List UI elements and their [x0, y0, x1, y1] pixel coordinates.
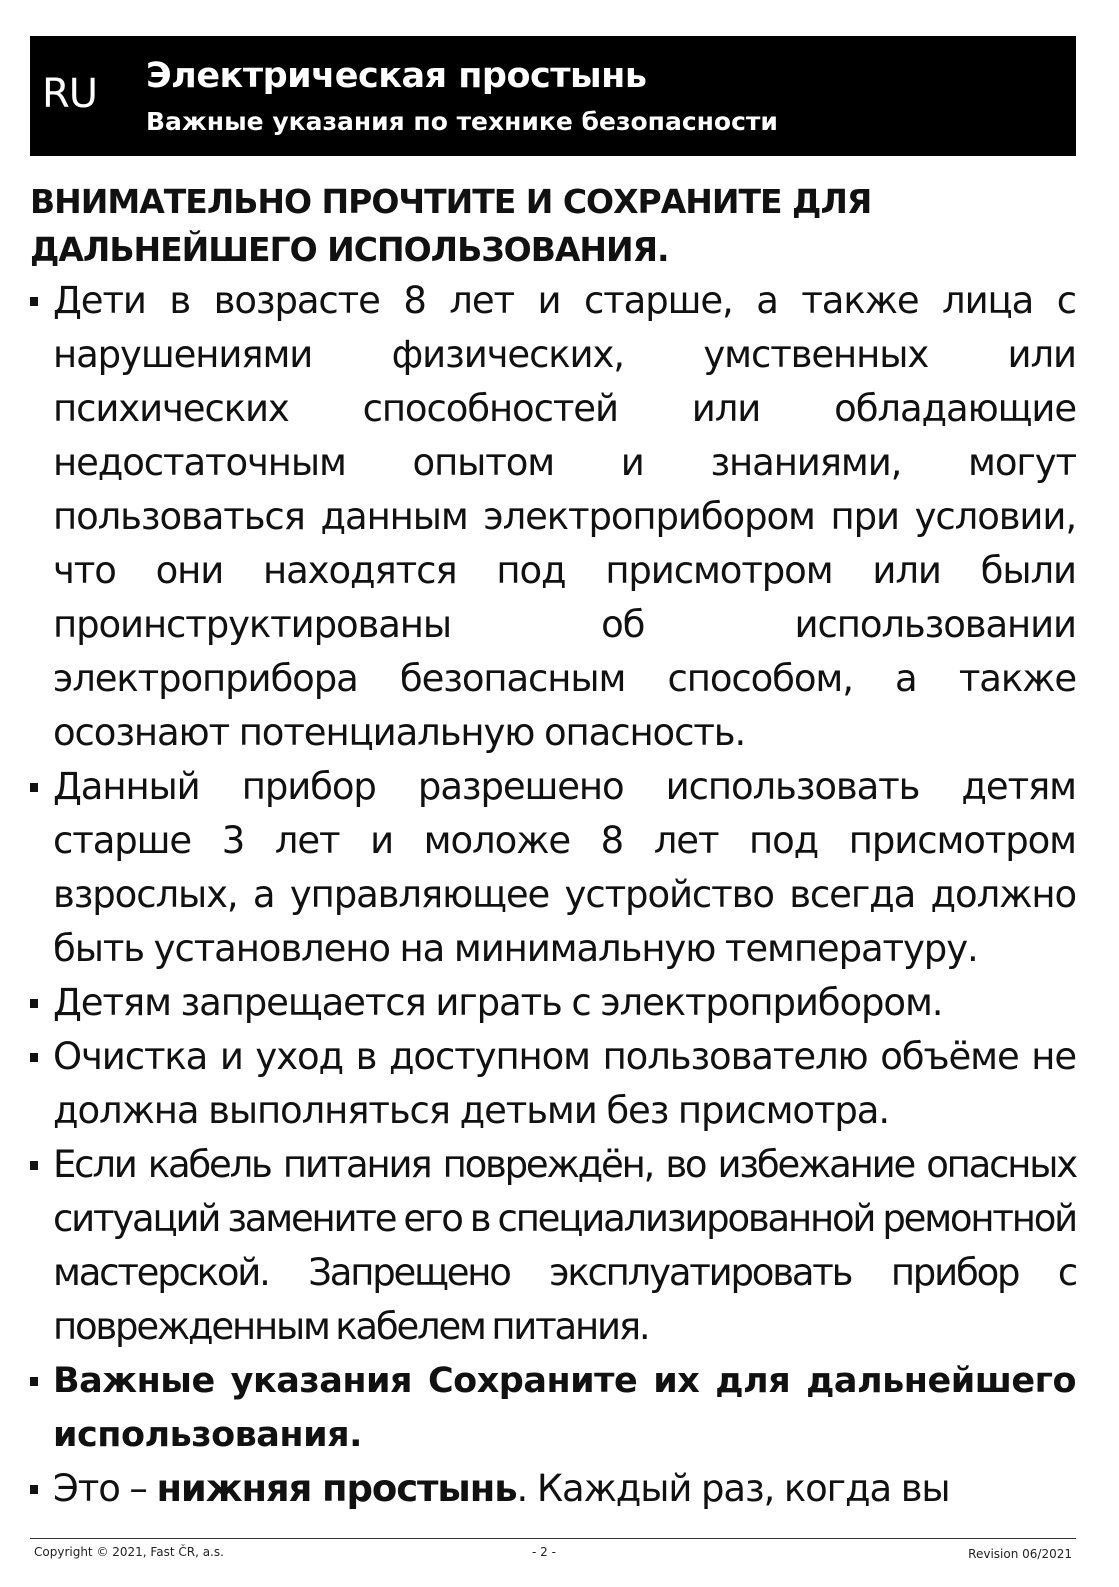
list-item-text: Если кабель питания повреждён, во избежание опасных ситуаций замените его в специализированной ремонтной мастерской. Запрещено эксплуатировать прибор с поврежденным кабелем питания.	[53, 1143, 1076, 1348]
list-item	[30, 1138, 1076, 1354]
list-item-text: Очистка и уход в доступном пользователю объёме не должна выполняться детьми без присмотра.	[53, 1035, 1076, 1132]
document-subtitle: Важные указания по технике безопасности	[146, 107, 778, 136]
bullet-icon	[30, 783, 38, 792]
list-item-text: Данный прибор разрешено использовать детям старше 3 лет и моложе 8 лет под присмотром взрослых, а управляющее устройство всегда должно быть установлено на минимальную температуру.	[53, 765, 1076, 970]
list-item	[30, 274, 1076, 760]
header-bar	[30, 36, 1076, 156]
list-item-text-end: . Каждый раз, когда вы	[516, 1467, 950, 1510]
list-item	[30, 760, 1076, 976]
list-item-text-start: Это –	[53, 1467, 157, 1510]
safety-instructions-list	[30, 274, 1076, 1516]
bullet-icon	[30, 999, 38, 1008]
list-item	[30, 1462, 1076, 1516]
bullet-icon	[30, 1053, 38, 1062]
page-footer	[30, 1538, 1076, 1569]
document-title: Электрическая простынь	[146, 56, 647, 96]
list-item-text: Дети в возрасте 8 лет и старше, а также лица с нарушениями физических, умственных или психических способностей или обладающие недостаточным опытом и знаниями, могут пользоваться данным электроприбором при условии, что они находятся под присмотром или были проинструктированы об использовании электроприбора безопасным способом, а также осознают потенциальную опасность.	[53, 279, 1076, 754]
bullet-icon	[30, 297, 38, 306]
bullet-icon	[30, 1377, 38, 1386]
page-number: - 2 -	[532, 1545, 556, 1559]
intro-warning: ВНИМАТЕЛЬНО ПРОЧТИТЕ И СОХРАНИТЕ ДЛЯ ДАЛЬНЕЙШЕГО ИСПОЛЬЗОВАНИЯ.	[30, 182, 872, 269]
list-item-text: Важные указания Сохраните их для дальнейшего использования.	[53, 1361, 1076, 1455]
list-item-important	[30, 1354, 1076, 1462]
bullet-icon	[30, 1485, 38, 1494]
list-item	[30, 1030, 1076, 1138]
list-item	[30, 976, 1076, 1030]
language-code: RU	[42, 71, 98, 117]
list-item-text-bold: нижняя простынь	[156, 1467, 517, 1510]
bullet-icon	[30, 1161, 38, 1170]
copyright-text: Copyright © 2021, Fast ČR, a.s.	[34, 1545, 224, 1559]
list-item-text: Детям запрещается играть с электроприбором.	[53, 981, 943, 1024]
revision-text: Revision 06/2021	[968, 1547, 1072, 1561]
